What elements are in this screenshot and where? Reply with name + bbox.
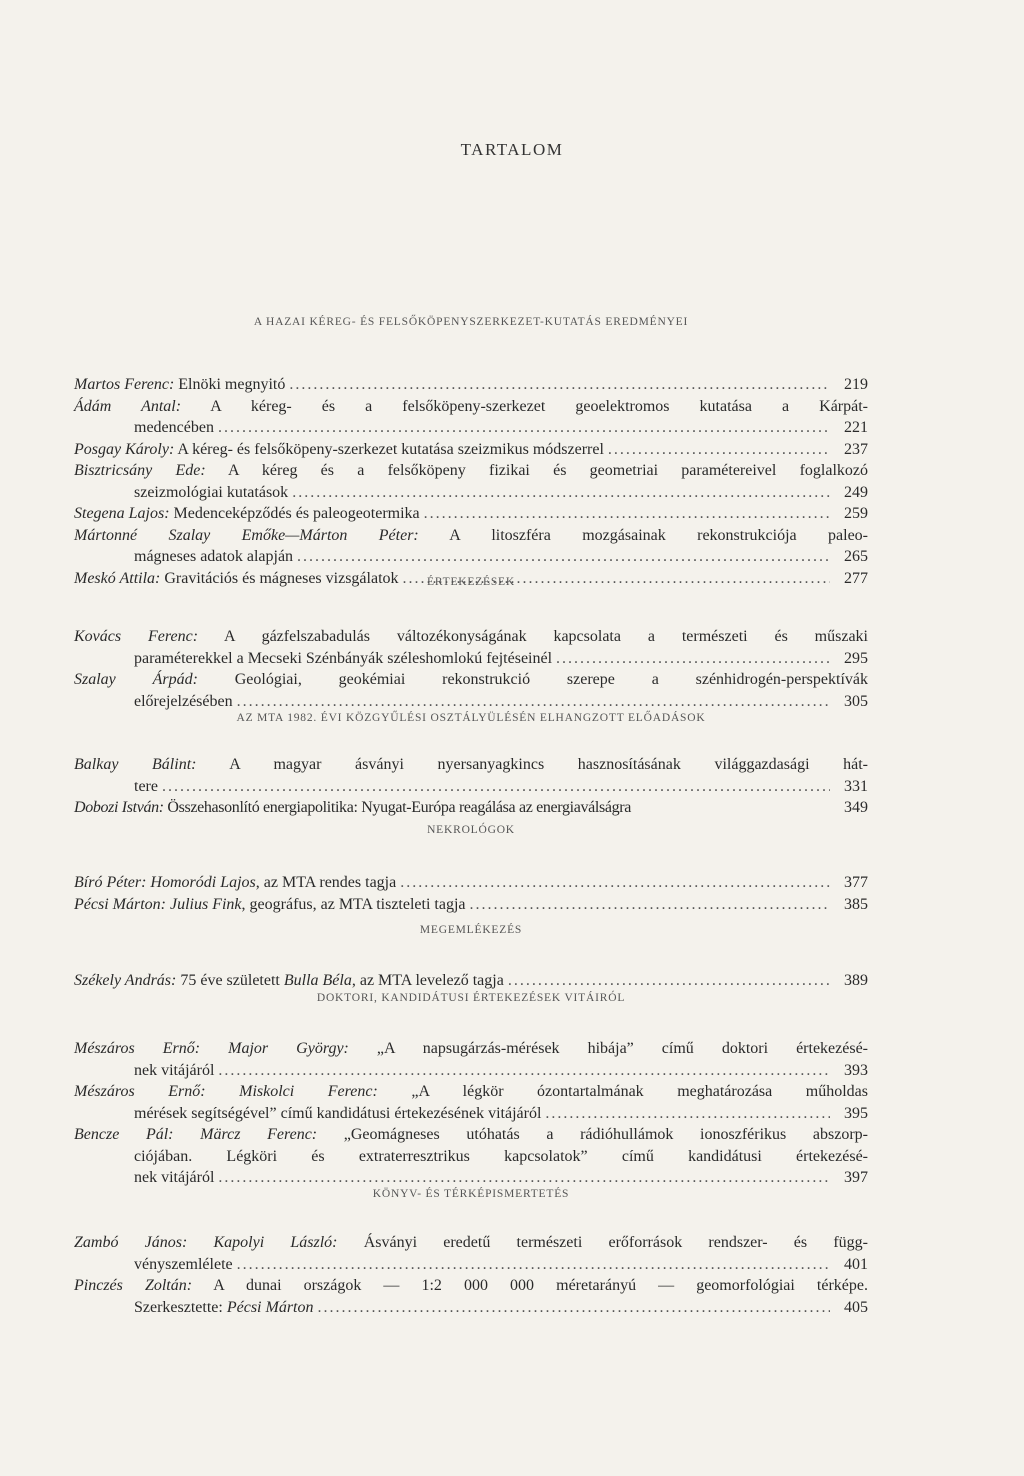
- entry-text: [134, 776, 158, 798]
- dot-leader: [289, 374, 830, 396]
- entry-text: [74, 872, 396, 894]
- entry-line: [74, 1275, 868, 1297]
- entry-text: [74, 628, 868, 645]
- entry-author: Székely András:: [74, 972, 177, 989]
- entry-italic-name: Bulla Béla: [283, 972, 352, 989]
- entry-author: Meskó Attila:: [74, 569, 161, 587]
- entry-title: Ásványi eredetű természeti erőforrások rendszer- és függ-: [337, 1234, 868, 1251]
- entry-title: tere: [134, 777, 158, 795]
- entry-title: Összehasonlító energiapolitika: Nyugat-Európa reagálása az energiaválságra: [163, 799, 631, 816]
- entry-text: [134, 648, 552, 670]
- toc-entry: [74, 754, 868, 797]
- entry-title: , geográfus, az MTA tiszteleti tagja: [241, 895, 466, 913]
- page-number: 389: [844, 972, 868, 989]
- entry-title: ciójában. Légköri és extraterresztrikus kapcsolatok” című kandidátusi értekezésé-: [134, 1147, 868, 1165]
- dot-leader: [218, 417, 830, 439]
- entry-list: [74, 970, 868, 992]
- entry-text: [134, 691, 233, 713]
- page-number: 397: [844, 1169, 868, 1186]
- entry-title-rest: , az MTA levelező tagja: [351, 972, 504, 989]
- entry-title: előrejelzésében: [134, 692, 233, 710]
- entry-text: [134, 1167, 214, 1189]
- entry-text: [134, 1297, 314, 1319]
- page-number: 219: [844, 376, 868, 393]
- entry-author: Szalay Árpád:: [74, 671, 198, 688]
- section-heading: NEKROLÓGOK: [427, 824, 515, 836]
- entry-list: [74, 626, 868, 712]
- entry-italic-name: Pécsi Márton: [226, 1298, 314, 1316]
- page-number: 331: [844, 777, 868, 795]
- toc-section: [74, 1188, 868, 1318]
- page-number: 259: [844, 505, 868, 522]
- entry-title: „A légkör ózontartalmának meghatározása műholdas: [377, 1083, 868, 1100]
- entry-title: A kéreg- és felsőköpeny-szerkezet kutatása szeizmikus módszerrel: [174, 440, 604, 458]
- entry-title: szeizmológiai kutatások: [134, 483, 289, 501]
- entry-line: [74, 669, 868, 691]
- entry-author: Bencze Pál:: [74, 1126, 174, 1143]
- entry-line: [74, 1124, 868, 1146]
- entry-title: Szerkesztette:: [134, 1298, 227, 1316]
- entry-text: [74, 1277, 868, 1294]
- dot-leader: [508, 970, 830, 992]
- entry-line: [74, 1167, 868, 1189]
- entry-text: [74, 797, 631, 819]
- entry-title: Geológiai, geokémiai rekonstrukció szerepe a szénhidrogén-perspektívák: [197, 671, 868, 688]
- entry-author: Ádám Antal:: [74, 397, 182, 415]
- entry-line: [74, 1146, 868, 1168]
- entry-list: [74, 1038, 868, 1189]
- entry-text: [134, 1148, 868, 1165]
- entry-title: „Geomágneses utóhatás a rádióhullámok ionoszférikus abszorp-: [317, 1126, 868, 1143]
- section-heading: AZ MTA 1982. ÉVI KÖZGYŰLÉSI OSZTÁLYÜLÉSÉN ELHANGZOTT ELŐADÁSOK: [236, 712, 706, 724]
- page-number: 305: [844, 692, 868, 710]
- entry-title: A kéreg és a felsőköpeny fizikai és geometriai paramétereivel foglalkozó: [205, 462, 869, 479]
- toc-section: [74, 924, 868, 992]
- entry-line: [74, 374, 868, 396]
- page-number: 393: [844, 1061, 868, 1079]
- entry-title: nek vitájáról: [134, 1061, 215, 1079]
- toc-entry: [74, 1038, 868, 1081]
- entry-text: [74, 527, 868, 544]
- toc-entry: [74, 1124, 868, 1189]
- toc-entry: [74, 374, 868, 396]
- toc-entry: [74, 503, 868, 525]
- entry-line: [74, 626, 868, 648]
- entry-text: [74, 894, 466, 916]
- dot-leader: [292, 482, 830, 504]
- dot-leader: [545, 1103, 830, 1125]
- entry-line: [74, 754, 868, 776]
- entry-text: [74, 462, 868, 479]
- entry-text: [74, 374, 285, 396]
- entry-title: paraméterekkel a Mecseki Szénbányák széleshomlokú fejtéseinél: [134, 649, 553, 667]
- entry-line: [74, 1060, 868, 1082]
- entry-title: Medenceképződés és paleogeotermika: [169, 505, 420, 522]
- toc-section: [74, 712, 868, 819]
- dot-leader: [400, 872, 830, 894]
- section-heading: DOKTORI, KANDIDÁTUSI ÉRTEKEZÉSEK VITÁIRÓL: [316, 992, 626, 1004]
- dot-leader: [424, 503, 830, 525]
- dot-leader: [162, 776, 830, 798]
- section-heading: A HAZAI KÉREG- ÉS FELSŐKÖPENYSZERKEZET-KUTATÁS EREDMÉNYEI: [253, 316, 689, 328]
- entry-line: [74, 482, 868, 504]
- toc-entry: [74, 894, 868, 916]
- entry-line: [74, 648, 868, 670]
- entry-line: [74, 1081, 868, 1103]
- entry-text: [74, 756, 868, 773]
- entry-text: [74, 970, 504, 992]
- entry-text: [74, 1126, 868, 1143]
- entry-subject: Kapolyi László:: [187, 1234, 338, 1251]
- entry-author: Mészáros Ernő:: [74, 1083, 206, 1100]
- entry-author: Pécsi Márton:: [74, 895, 166, 913]
- entry-title: mérések segítségével” című kandidátusi értekezésének vitájáról: [134, 1104, 542, 1122]
- entry-author: Kovács Ferenc:: [74, 628, 199, 645]
- toc-entry: [74, 872, 868, 894]
- toc-entry: [74, 669, 868, 712]
- entry-text: [74, 1040, 868, 1057]
- page-number: 385: [844, 895, 868, 913]
- toc-entry: [74, 1081, 868, 1124]
- entry-text: [134, 1254, 233, 1276]
- dot-leader: [218, 1167, 830, 1189]
- entry-text: [74, 1234, 868, 1251]
- toc-entry: [74, 1275, 868, 1318]
- entry-author: Dobozi István:: [74, 799, 164, 816]
- dot-leader: [297, 546, 830, 568]
- section-heading: ÉRTEKEZÉSEK: [427, 576, 515, 588]
- entry-line: [74, 797, 868, 819]
- entry-text: [134, 546, 293, 568]
- entry-title: A gázfelszabadulás változékonyságának kapcsolata a természeti és műszaki: [198, 628, 869, 645]
- entry-line: [74, 1254, 868, 1276]
- entry-line: [74, 546, 868, 568]
- page-number: 249: [844, 483, 868, 501]
- entry-subject: Julius Fink: [165, 895, 242, 913]
- toc-entry: [74, 626, 868, 669]
- page-number: 401: [844, 1255, 868, 1273]
- page-number: 395: [844, 1104, 868, 1122]
- entry-line: [74, 1232, 868, 1254]
- toc-entry: [74, 439, 868, 461]
- page-number: 295: [844, 649, 868, 667]
- entry-title: A dunai országok — 1:2 000 000 méretarányú — geomorfológiai térképe.: [192, 1277, 868, 1294]
- entry-subject: Märcz Ferenc:: [173, 1126, 318, 1143]
- entry-title: A magyar ásványi nyersanyagkincs hasznosításának világgazdasági hát-: [196, 756, 869, 773]
- entry-title: „A napsugárzás-mérések hibája” című doktori értekezésé-: [348, 1040, 869, 1057]
- entry-text: [74, 439, 604, 461]
- entry-list: [74, 374, 868, 589]
- dot-leader: [218, 1060, 830, 1082]
- entry-line: [74, 1038, 868, 1060]
- entry-text: [74, 671, 868, 688]
- page-number: 265: [844, 548, 868, 565]
- entry-author: Stegena Lajos:: [74, 505, 170, 522]
- entry-author: Martos Ferenc:: [74, 376, 175, 393]
- entry-text: [74, 398, 868, 415]
- entry-line: [74, 894, 868, 916]
- entry-line: [74, 1103, 868, 1125]
- entry-title: A kéreg- és a felsőköpeny-szerkezet geoelektromos kutatása a Kárpát-: [181, 397, 868, 415]
- toc-entry: [74, 1232, 868, 1275]
- entry-title: vényszemlélete: [134, 1255, 233, 1273]
- entry-subject: Homoródi Lajos: [146, 874, 256, 891]
- toc-section: [74, 576, 868, 712]
- entry-title: , az MTA rendes tagja: [255, 874, 397, 891]
- entry-author: Bíró Péter:: [74, 874, 147, 891]
- entry-line: [74, 872, 868, 894]
- toc-section: [74, 992, 868, 1189]
- page-number: 277: [844, 569, 868, 587]
- entry-title: 75 éve született: [176, 972, 284, 989]
- entry-line: [74, 460, 868, 482]
- entry-author: Zambó János:: [74, 1234, 188, 1251]
- entry-author: Pinczés Zoltán:: [74, 1277, 193, 1294]
- page-number: 237: [844, 440, 868, 458]
- entry-subject: Miskolci Ferenc:: [205, 1083, 378, 1100]
- entry-text: [74, 1083, 868, 1100]
- entry-line: [74, 1297, 868, 1319]
- entry-line: [74, 439, 868, 461]
- entry-text: [134, 417, 214, 439]
- entry-author: Balkay Bálint:: [74, 756, 197, 773]
- entry-title: A litoszféra mozgásainak rekonstrukciója paleo-: [418, 526, 869, 544]
- page-number: 377: [844, 874, 868, 891]
- page-number: 221: [844, 419, 868, 436]
- page-number: 349: [844, 799, 868, 816]
- toc-section: [74, 316, 868, 589]
- entry-text: [134, 1060, 214, 1082]
- toc-entry: [74, 396, 868, 439]
- dot-leader: [318, 1297, 831, 1319]
- entry-title: Gravitációs és mágneses vizsgálatok: [160, 569, 399, 587]
- dot-leader: [470, 894, 830, 916]
- section-heading: MEGEMLÉKEZÉS: [419, 924, 523, 936]
- entry-line: [74, 525, 868, 547]
- entry-title: medencében: [134, 419, 214, 436]
- dot-leader: [608, 439, 830, 461]
- dot-leader: [556, 648, 830, 670]
- entry-text: [134, 1103, 541, 1125]
- entry-list: [74, 872, 868, 915]
- dot-leader: [237, 691, 830, 713]
- entry-line: [74, 776, 868, 798]
- page-title: TARTALOM: [460, 140, 564, 159]
- toc-entry: [74, 460, 868, 503]
- toc-entry: [74, 525, 868, 568]
- entry-title: Elnöki megnyitó: [174, 376, 286, 393]
- entry-title: nek vitájáról: [134, 1169, 215, 1186]
- dot-leader: [237, 1254, 830, 1276]
- entry-list: [74, 754, 868, 819]
- entry-line: [74, 417, 868, 439]
- toc-entry: [74, 970, 868, 992]
- page-number: 405: [844, 1298, 868, 1316]
- entry-line: [74, 970, 868, 992]
- entry-line: [74, 691, 868, 713]
- entry-title: mágneses adatok alapján: [134, 548, 294, 565]
- section-heading: KÖNYV- ÉS TÉRKÉPISMERTETÉS: [372, 1188, 570, 1200]
- entry-author: Bisztricsány Ede:: [74, 462, 206, 479]
- entry-author: Posgay Károly:: [74, 440, 175, 458]
- entry-subject: Major György:: [200, 1040, 349, 1057]
- entry-author: Mártonné Szalay Emőke—Márton Péter:: [74, 526, 419, 544]
- toc-section: [74, 824, 868, 915]
- entry-line: [74, 396, 868, 418]
- entry-line: [74, 503, 868, 525]
- entry-text: [134, 482, 288, 504]
- entry-list: [74, 1232, 868, 1318]
- entry-text: [74, 503, 420, 525]
- entry-author: Mészáros Ernő:: [74, 1040, 201, 1057]
- toc-entry: [74, 797, 868, 819]
